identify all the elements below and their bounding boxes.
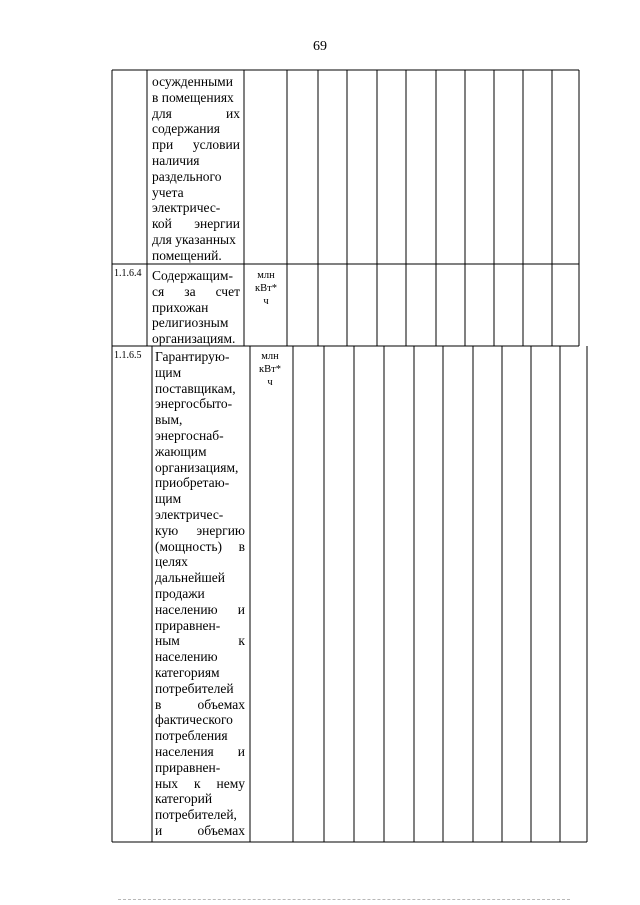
row-name-line: энергоснаб- xyxy=(155,428,224,443)
row-name-line: для их xyxy=(152,105,240,121)
row-name-line: наличия xyxy=(152,153,200,168)
row-name-line: потребителей xyxy=(155,680,234,696)
row-name-line: Содержащим- xyxy=(152,268,233,283)
row-name-line: кой энергии xyxy=(152,216,240,232)
row-name-line: организациям. xyxy=(152,331,236,347)
row-name-line: прихожан xyxy=(152,299,209,315)
row-name-line: электричес- xyxy=(152,200,221,216)
row-unit-line: млн xyxy=(261,351,279,362)
row-name-line: продажи xyxy=(155,586,205,601)
row-name-line: щим xyxy=(155,364,182,380)
row-name-line: категориям xyxy=(155,665,220,680)
row-code: 1.1.6.4 xyxy=(114,268,142,279)
row-name-line: учета xyxy=(152,184,184,200)
row-name-line: религиозным xyxy=(152,315,229,331)
row-name-line: в объемах xyxy=(155,696,245,712)
row-name-line: содержания xyxy=(152,121,220,137)
row-name-line: в помещениях xyxy=(152,89,234,105)
row-name-line: для указанных xyxy=(152,232,236,247)
row-name-line: ным к xyxy=(155,633,245,649)
row-name-line: приравнен- xyxy=(155,759,221,775)
row-name-line: электричес- xyxy=(155,507,224,522)
row-name-line: жающим xyxy=(155,443,207,459)
row-name-line: населения и xyxy=(155,744,245,759)
row-name-line: целях xyxy=(155,554,188,570)
row-unit-line: млн xyxy=(257,270,275,281)
row-name-line: потребления xyxy=(155,728,228,744)
page-number: 69 xyxy=(313,39,327,54)
row-name-line: населению и xyxy=(155,601,245,617)
row-name-line: населению xyxy=(155,649,218,665)
row-name-line: щим xyxy=(155,491,182,507)
row-name-line: ся за счет xyxy=(152,283,240,299)
row-name-line: поставщикам, xyxy=(155,380,236,396)
row-unit-line: кВт* xyxy=(255,283,277,294)
row-name-line: энергосбыто- xyxy=(155,396,233,412)
row-name-line: категорий xyxy=(155,791,213,807)
row-name-line: потребителей, xyxy=(155,807,237,823)
row-name-line: (мощность) в xyxy=(155,538,245,554)
row-name-line: ных к нему xyxy=(155,775,245,791)
row-name-line: раздельного xyxy=(152,168,222,184)
row-name-line: дальнейшей xyxy=(155,570,225,586)
row-name-line: организациям, xyxy=(155,459,239,475)
row-unit-line: ч xyxy=(263,296,269,307)
row-unit-line: ч xyxy=(267,377,273,388)
row-unit-line: кВт* xyxy=(259,364,281,375)
row-name-line: Гарантирую- xyxy=(155,349,230,364)
row-name-line: вым, xyxy=(155,412,183,428)
row-name-line: приравнен- xyxy=(155,617,221,633)
row-name-line: помещений. xyxy=(152,247,222,263)
row-name-line: фактического xyxy=(155,712,233,728)
row-name-line: при условии xyxy=(152,137,240,153)
page-bottom-rule xyxy=(118,899,570,900)
row-name-line: кую энергию xyxy=(155,522,245,538)
row-name-line: приобретаю- xyxy=(155,475,230,491)
row-code: 1.1.6.5 xyxy=(114,350,142,361)
row-name-line: осужденными xyxy=(152,74,233,89)
row-name-line: и объемах xyxy=(155,823,245,838)
